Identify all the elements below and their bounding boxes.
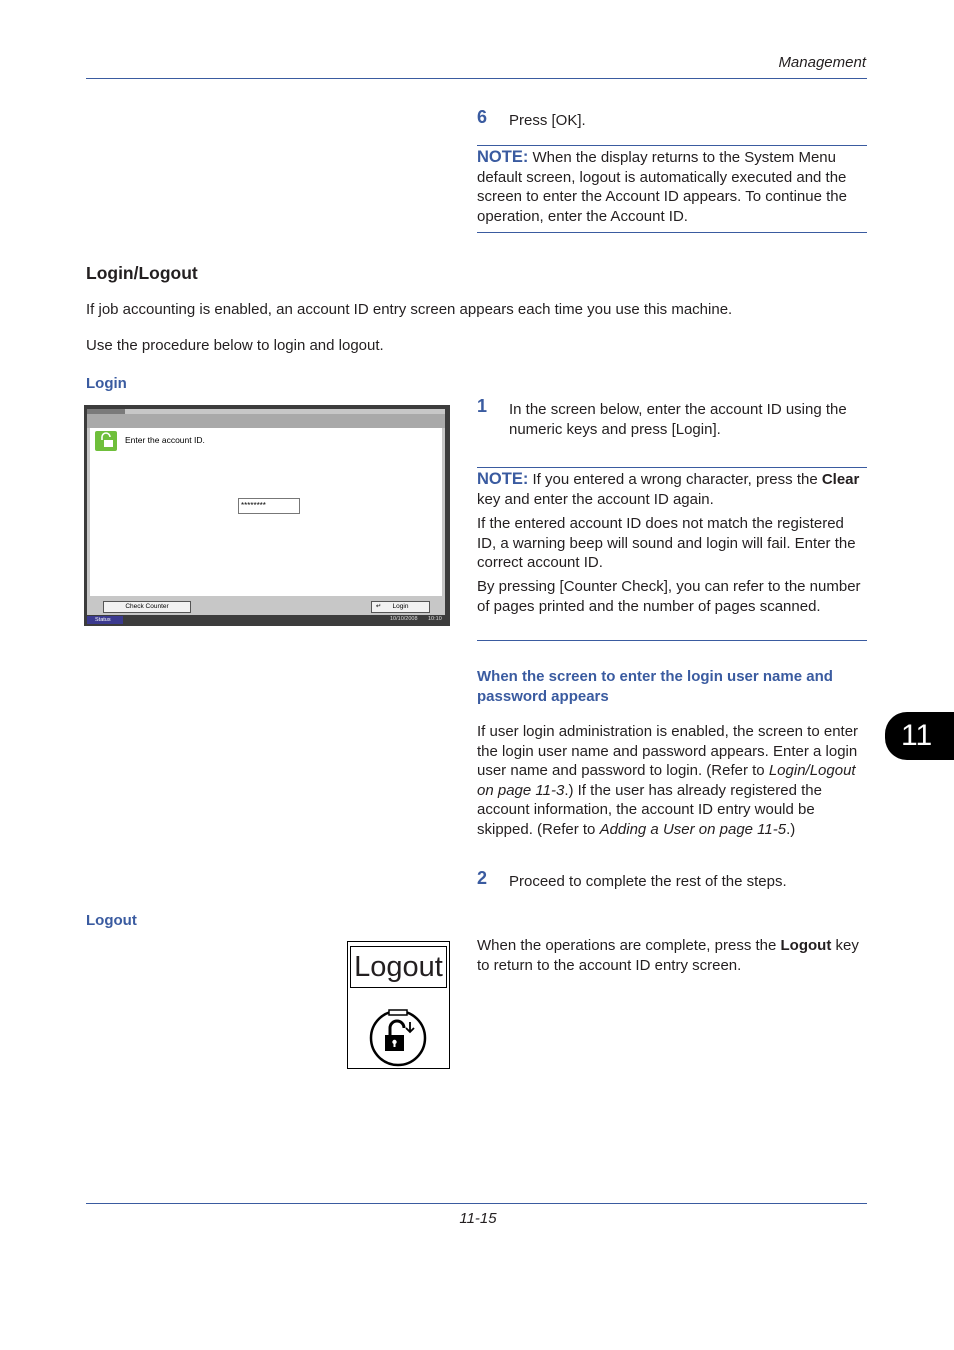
- step-1-number: 1: [477, 396, 488, 416]
- enter-icon: ↵: [376, 603, 382, 610]
- logout-key-label: Logout: [350, 946, 447, 988]
- running-header: Management: [778, 54, 866, 71]
- account-id-screen: [84, 405, 450, 626]
- login-button[interactable]: [371, 601, 430, 613]
- note1: [477, 148, 867, 226]
- unlock-icon: [95, 431, 117, 451]
- chapter-tab: 11: [885, 712, 954, 760]
- logout-lock-icon: [366, 1004, 430, 1068]
- para-text-c: .): [786, 820, 796, 838]
- para-text-b: .) If the user has already registered the account information, the account ID entry would be skipped. (Refer to: [477, 781, 822, 838]
- logout-heading: Logout: [86, 912, 137, 929]
- panel-body: [90, 428, 442, 596]
- logout-text-a: When the operations are complete, press the: [477, 937, 781, 954]
- footer-rule: [86, 1203, 867, 1204]
- login-user-subheading: When the screen to enter the login user name and password appears: [477, 668, 833, 705]
- logout-key: [347, 941, 450, 1069]
- header-rule: [86, 78, 867, 79]
- note2-text-b: key and enter the account ID again.: [477, 490, 714, 508]
- note1-bottom-rule: [477, 232, 867, 233]
- account-id-input[interactable]: ********: [238, 498, 300, 514]
- intro-paragraph-2: Use the procedure below to login and logout.: [86, 337, 384, 354]
- step-2-number: 2: [477, 868, 488, 888]
- section-title: Login/Logout: [86, 263, 198, 283]
- step-6-number: 6: [477, 107, 488, 127]
- user-login-paragraph: [477, 722, 868, 839]
- login-button-label: Login: [392, 603, 409, 610]
- panel-time: 10:10: [428, 616, 442, 622]
- note1-text: When the display returns to the System Menu default screen, logout is automatically executed and the screen to enter the Account ID appears. To continue the operation, enter the Account ID.: [477, 149, 847, 225]
- para-text-a: If user login administration is enabled, the screen to enter the login user name and password appears. Enter a login user name and password to login. (Refer to: [477, 723, 859, 779]
- logout-key-name: Logout: [780, 937, 832, 954]
- step-1-text: In the screen below, enter the account ID using the numeric keys and press [Login].: [509, 401, 847, 438]
- step-2-text: Proceed to complete the rest of the steps.: [509, 873, 787, 890]
- logout-paragraph: [477, 936, 867, 975]
- panel-frame: [87, 409, 445, 615]
- step-6-text: Press [OK].: [509, 112, 586, 129]
- panel-message: Enter the account ID.: [125, 435, 205, 445]
- reference-login-logout[interactable]: Login/Logout on page 11-3: [477, 762, 856, 799]
- login-heading: Login: [86, 375, 127, 392]
- note2-label: NOTE:: [477, 470, 529, 488]
- note2-top-rule: [477, 467, 867, 468]
- clear-key-name: Clear: [821, 471, 860, 488]
- reference-adding-user[interactable]: Adding a User on page 11-5: [599, 820, 787, 838]
- panel-header-bar: [87, 414, 445, 428]
- note2-para-2: If the entered account ID does not match the registered ID, a warning beep will sound and login will fail. Enter the correct account ID.: [477, 515, 856, 571]
- note1-top-rule: [477, 145, 867, 146]
- note2-para-1: [477, 470, 867, 509]
- page-number: 11-15: [459, 1210, 497, 1227]
- logout-text-b: key to return to the account ID entry screen.: [477, 937, 859, 974]
- intro-paragraph-1: If job accounting is enabled, an account ID entry screen appears each time you use this machine.: [86, 301, 733, 318]
- status-tab[interactable]: Status: [87, 616, 123, 624]
- note2-bottom-rule: [477, 640, 867, 641]
- panel-date: 10/10/2008: [390, 616, 418, 622]
- note2-text-a: If you entered a wrong character, press the: [528, 471, 822, 488]
- note1-label: NOTE:: [477, 148, 529, 166]
- note2-para-3: By pressing [Counter Check], you can refer to the number of pages printed and the number of pages scanned.: [477, 578, 861, 615]
- check-counter-button[interactable]: Check Counter: [103, 601, 191, 613]
